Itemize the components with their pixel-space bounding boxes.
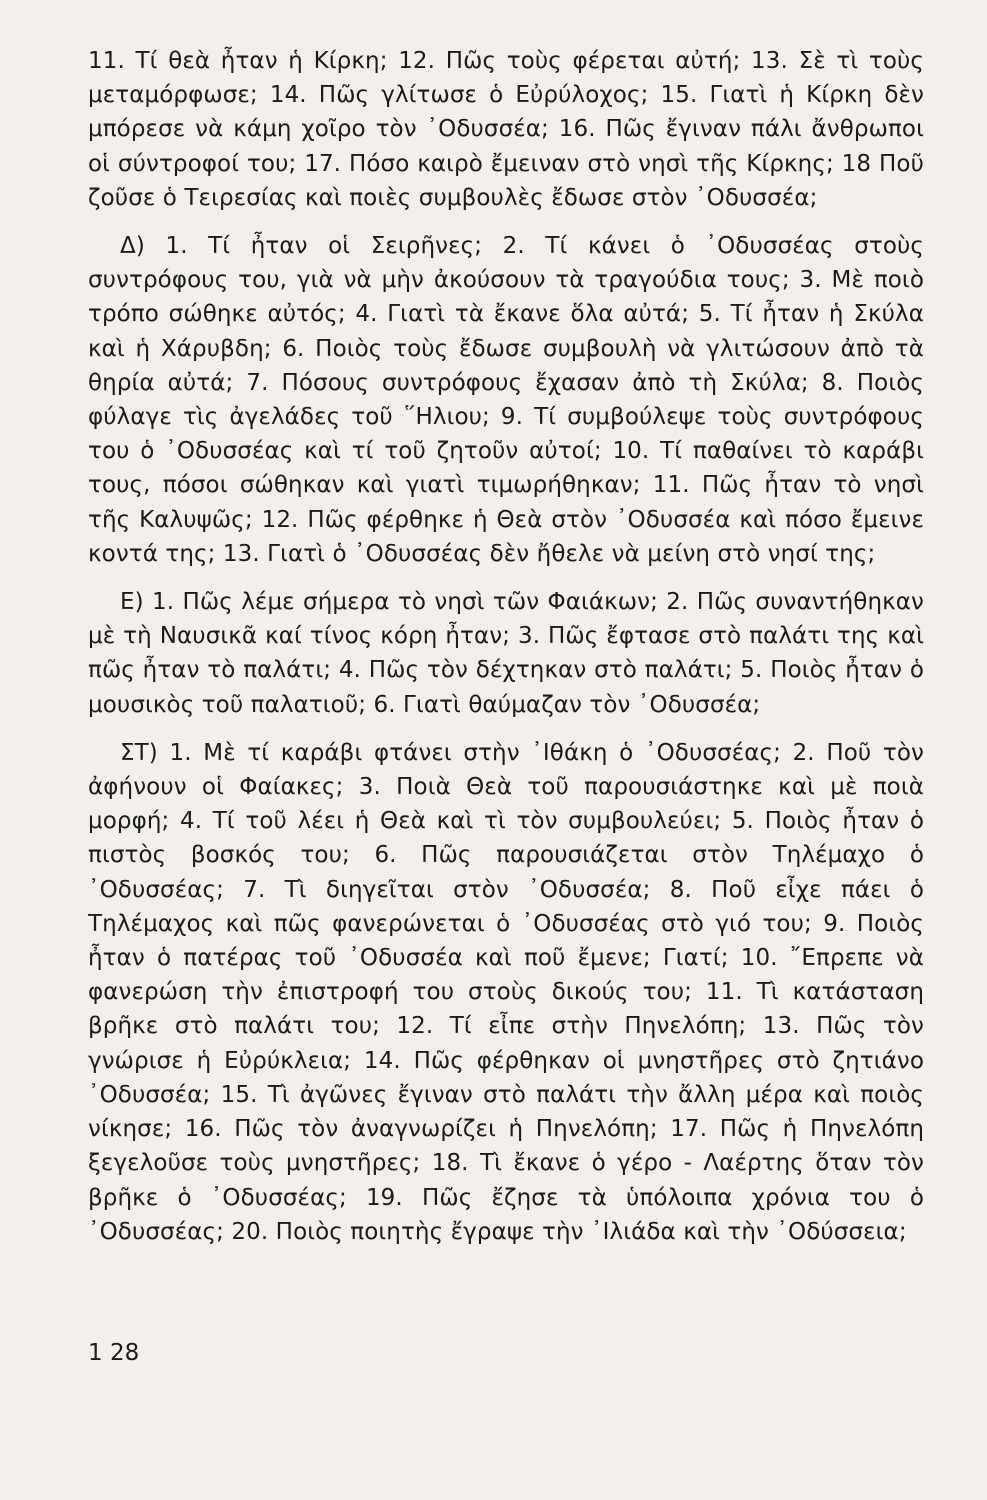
paragraph-kirke-questions: 11. Τί θεὰ ἦταν ἡ Κίρκη; 12. Πῶς τοὺς φέρεται αὐτή; 13. Σὲ τὶ τοὺς μεταμόρφωσε; 14. Πῶς γλίτωσε ὁ Εὐρύλοχος; 15. Γιατὶ ἡ Κίρκη δὲν μπόρεσε νὰ κάμη χοῖρο τὸν ᾿Οδυσσέα; 16. Πῶς ἔγιναν πάλι ἄνθρωποι οἱ σύντροφοί του; 17. Πόσο καιρὸ ἔμειναν στὸ νησὶ τῆς Κίρκης; 18 Ποῦ ζοῦσε ὁ Τειρεσίας καὶ ποιὲς συμβουλὲς ἔδωσε στὸν ᾿Οδυσσέα; [88, 48, 924, 211]
page-number: 1 28 [88, 1340, 140, 1366]
paragraph-section-st: ΣΤ) 1. Μὲ τί καράβι φτάνει στὴν ᾿Ιθάκη ὁ ᾿Οδυσσέας; 2. Ποῦ τὸν ἀφήνουν οἱ Φαίακες; 3. Ποιὰ Θεὰ τοῦ παρουσιάστηκε καὶ μὲ ποιὰ μορφή; 4. Τί τοῦ λέει ἡ Θεὰ καὶ τὶ τὸν συμβουλεύει; 5. Ποιὸς ἦταν ὁ πιστὸς βοσκός του; 6. Πῶς παρουσιάζεται στὸν Τηλέμαχο ὁ ᾿Οδυσσέας; 7. Τὶ διηγεῖται στὸν ᾿Οδυσσέα; 8. Ποῦ εἶχε πάει ὁ Τηλέμαχος καὶ πῶς φανερώνεται ὁ ᾿Οδυσσέας στὸ γιό του; 9. Ποιὸς ἦταν ὁ πατέρας τοῦ ᾿Οδυσσέα καὶ ποῦ ἔμενε; Γιατί; 10. ῎Επρεπε νὰ φανερώση τὴν ἐπιστροφή του στοὺς δικούς του; 11. Τὶ κατάσταση βρῆκε στὸ παλάτι του; 12. Τί εἶπε στὴν Πηνελόπη; 13. Πῶς τὸν γνώρισε ἡ Εὐρύκλεια; 14. Πῶς φέρθηκαν οἱ μνηστῆρες στὸ ζητιάνο ᾿Οδυσσέα; 15. Τὶ ἀγῶνες ἔγιναν στὸ παλάτι τὴν ἄλλη μέρα καὶ ποιὸς νίκησε; 16. Πῶς τὸν ἀναγνωρίζει ἡ Πηνελόπη; 17. Πῶς ἡ Πηνελόπη ξεγελοῦσε τοὺς μνηστῆρες; 18. Τὶ ἔκανε ὁ γέρο - Λαέρτης ὅταν τὸν βρῆκε ὁ ᾿Οδυσσέας; 19. Πῶς ἔζησε τὰ ὑπόλοιπα χρόνια του ὁ ᾿Οδυσσέας; 20. Ποιὸς ποιητὴς ἔγραψε τὴν ᾿Ιλιάδα καὶ τὴν ᾿Οδύσσεια; [88, 739, 924, 1245]
paragraph-section-e: Ε) 1. Πῶς λέμε σήμερα τὸ νησὶ τῶν Φαιάκων; 2. Πῶς συναντήθηκαν μὲ τὴ Ναυσικᾶ καί τίνος κόρη ἦταν; 3. Πῶς ἔφτασε στὸ παλάτι της καὶ πῶς ἦταν τὸ παλάτι; 4. Πῶς τὸν δέχτηκαν στὸ παλάτι; 5. Ποιὸς ἦταν ὁ μουσικὸς τοῦ παλατιοῦ; 6. Γιατὶ θαύμαζαν τὸν ᾿Οδυσσέα; [88, 589, 924, 718]
page-body [88, 44, 924, 1249]
paragraph-section-d: Δ) 1. Τί ἦταν οἱ Σειρῆνες; 2. Τί κάνει ὁ ᾿Οδυσσέας στοὺς συντρόφους του, γιὰ νὰ μὴν ἀκούσουν τὰ τραγούδια τους; 3. Μὲ ποιὸ τρόπο σώθηκε αὐτός; 4. Γιατὶ τὰ ἔκανε ὅλα αὐτά; 5. Τί ἦταν ἡ Σκύλα καὶ ἡ Χάρυβδη; 6. Ποιὸς τοὺς ἔδωσε συμβουλὴ νὰ γλιτώσουν ἀπὸ τὰ θηρία αὐτά; 7. Πόσους συντρόφους ἔχασαν ἀπὸ τὴ Σκύλα; 8. Ποιὸς φύλαγε τὶς ἀγελάδες τοῦ ῞Ηλιου; 9. Τί συμβούλεψε τοὺς συντρόφους του ὁ ᾿Οδυσσέας καὶ τί τοῦ ζητοῦν αὐτοί; 10. Τί παθαίνει τὸ καράβι τους, πόσοι σώθηκαν καὶ γιατὶ τιμωρήθηκαν; 11. Πῶς ἦταν τὸ νησὶ τῆς Καλυψῶς; 12. Πῶς φέρθηκε ἡ Θεὰ στὸν ᾿Οδυσσέα καὶ πόσο ἔμεινε κοντά της; 13. Γιατὶ ὁ ᾿Οδυσσέας δὲν ἤθελε νὰ μείνη στὸ νησί της; [88, 233, 924, 567]
